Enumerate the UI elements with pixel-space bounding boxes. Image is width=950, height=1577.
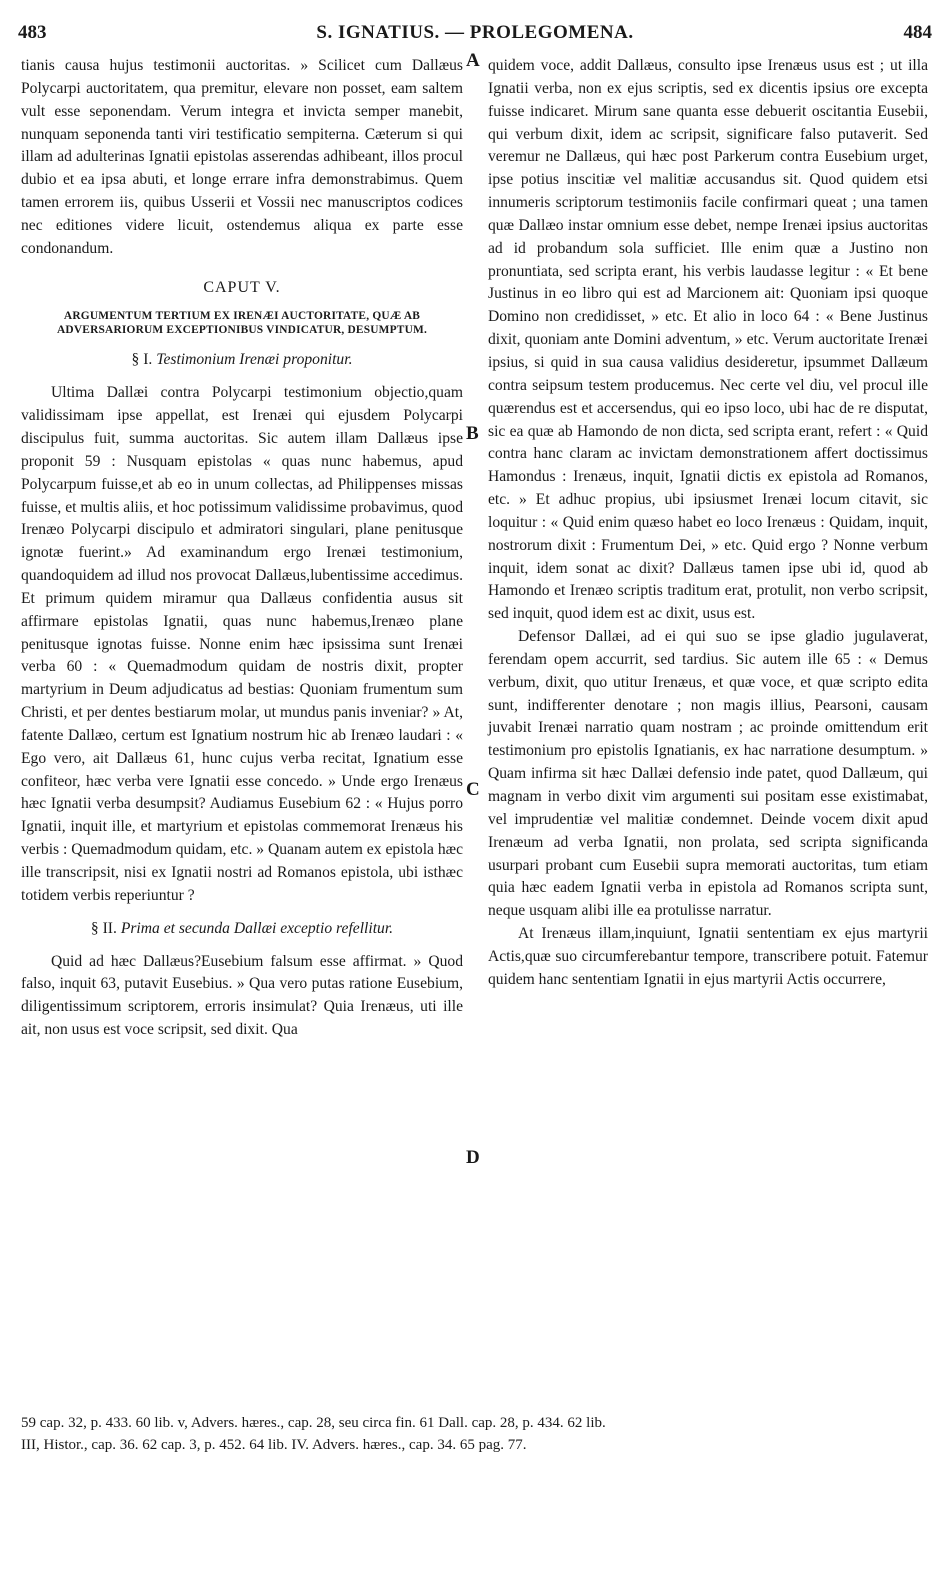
footnote-line: 59 cap. 32, p. 433. 60 lib. v, Advers. hæres., cap. 28, seu circa fin. 61 Dall. cap. 28, p. 434. 62 lib. bbox=[21, 1415, 606, 1431]
running-header bbox=[18, 22, 932, 48]
margin-marker-d: D bbox=[466, 1147, 480, 1168]
margin-marker-a: A bbox=[466, 50, 480, 71]
section-heading-2 bbox=[21, 918, 463, 941]
chapter-argument: ARGUMENTUM TERTIUM EX IRENÆI AUCTORITATE, QUÆ AB ADVERSARIORUM EXCEPTIONIBUS VINDICATUR, DESUMPTUM. bbox=[57, 310, 427, 337]
section-heading-1 bbox=[21, 349, 463, 372]
section-title: Prima et secunda Dallæi exceptio refellitur. bbox=[120, 919, 394, 937]
paragraph: At Irenæus illam,inquiunt, Ignatii sententiam ex ejus martyrii Actis,quæ suo circumferebantur tempore, transcribere potuit. Fatemur quidem hanc sententiam Ignatii in ejus martyrii Actis occurrere, bbox=[488, 925, 928, 988]
paragraph: Defensor Dallæi, ad ei qui suo se ipse gladio jugulaverat, ferendam opem accurrit, sed tardius. Sic autem ille 65 : « Demus verbum, dixit, quo utitur Irenæus, et quæ voce, et quæ scripto edita sunt, indifferenter denotare ; non magis illius, Pearsoni, causam juvabit Irenæi narratio quam nostram ; ac proinde omittendum erit testimonium pro epistolis Ignatianis, ex hac narratione desumptum. » Quam infirma sit hæc Dallæi defensio inde patet, quod Dallæum, qui magnam in verbo dixit vim argumenti sui positam esse existimabat, vel imprudentiæ vel malitiæ condemnet. Deinde vocem dixit apud Irenæum ad verba Ignatii, non prolata, sed scripta significanda usurpari probant cum Eusebii supra memorati auctoritas, tum etiam quia hæc eadem Ignatii verba in epistola ad Romanos scripta sunt, neque usquam alibi ille ea protulisse narratur. bbox=[488, 628, 928, 920]
paragraph: tianis causa hujus testimonii auctoritas. » Scilicet cum Dallæus Polycarpi auctoritatem, qua premitur, elevare non posset, eam saltem vult esse seponendam. Verum integra et invicta semper manebit, nunquam seponenda tanti viri testificatio sempiterna. Cæterum si qui illam ad adulterinas Ignatii epistolas asserendas adhibeant, illos procul dubio et ea ipsa abuti, et longe errare infra demonstrabimus. Quem tamen errorem iis, quibus Usserii et Vossii nec manuscriptos codices nec editiones videre licuit, ostendemus aliqua ex parte esse condonandum. bbox=[21, 57, 463, 257]
page-number-left: 483 bbox=[18, 22, 47, 43]
left-column bbox=[21, 55, 463, 1042]
section-title: Testimonium Irenæi proponitur. bbox=[156, 351, 353, 369]
page-number-right: 484 bbox=[903, 22, 932, 43]
running-title: S. IGNATIUS. — PROLEGOMENA. bbox=[316, 22, 634, 43]
margin-marker-c: C bbox=[466, 779, 480, 800]
paragraph: Quid ad hæc Dallæus?Eusebium falsum esse affirmat. » Quod falso, inquit 63, putavit Eusebius. » Qua vero putas ratione Eusebium, diligentissimum scriptorem, erroris insimulat? Quia Irenæus, uti ille ait, non usus est voce scripsit, sed dixit. Qua bbox=[21, 952, 463, 1039]
footnotes bbox=[21, 1412, 932, 1456]
right-column bbox=[488, 55, 928, 992]
section-number: § I. bbox=[131, 351, 153, 369]
paragraph: Ultima Dallæi contra Polycarpi testimonium objectio,quam validissimam ipse appellat, est Irenæi qui ejusdem Polycarpi discipulus fuit, summa auctoritas. Sic autem illam Dallæus ipse proponit 59 : Nusquam epistolas « quas nunc habemus, apud Polycarpum fuisse,et ab eo in unum collectas, ad Philippenses missas fuisse, et multis aliis, et hoc potissimum validissime probavimus, quod Irenæo Polycarpi discipulo et admiratori singulari, plane penitusque ignotæ fuerint.» Ad examinandum ergo Irenæi testimonium, quandoquidem ad illud nos provocat Dallæus,lubentissime accedimus. Et primum quidem miramur qua Dallæus confidentia ausus sit affirmare epistolas Ignatii, quas nunc habemus,Irenæo plane penitusque ignotas fuisse. Nonne enim hæc ipsissima sunt Irenæi verba 60 : « Quemadmodum quidam de nostris dixit, propter martyrium in Deum adjudicatus ad bestias: Quoniam frumentum sum Christi, et per dentes bestiarum molar, ut mundus panis inveniar? » At, fatente Dallæo, certum est Ignatium nostrum hic ab Irenæo laudari : « Ego vero, ait Dallæus 61, hunc cujus verba recitat, Ignatium esse confiteor, hæc verba vere Ignatii esse concedo. » Unde ergo Irenæus hæc Ignatii verba desumpsit? Audiamus Eusebium 62 : « Hujus porro Ignatii, inquit ille, et martyrium et epistolas commemorat Irenæus his verbis : Quemadmodum quidam, etc. » Quanam autem ex epistola hæc ille transcripsit, nisi ex Ignatii nostri ad Romanos epistola, ubi isthæc totidem verbis reperiuntur ? bbox=[21, 384, 463, 904]
section-number: § II. bbox=[90, 919, 117, 937]
margin-marker-b: B bbox=[466, 423, 479, 444]
paragraph: quidem voce, addit Dallæus, consulto ipse Irenæus usus est ; ut illa Ignatii verba, non ex ejus scriptis, sed ex dicentis ipsius ore excepta fuisse indicaret. Mirum sane quanta esse debuerit oscitantia Eusebii, qui verbum dixit, idem ac scripsit, significare falso putaverit. Sed veremur ne Dallæus, qui hæc post Parkerum contra Eusebium urget, ipse potius inscitiæ vel malitiæ accusandus sit. Quod quidem etsi innumeris scriptorum testimoniis facile confirmari queat ; una tamen quæ Dallæo instar omnium esse debet, nempe Irenæi ipsius auctoritas ad id probandum sola sufficiet. Ille enim quæ a Justino non pronuntiata, sed scripta erant, his verbis laudasse legitur : « Et bene Justinus in eo libro qui est ad Marcionem ait: Quoniam ipsi quoque Domino non credidisset, » etc. Et alio in loco 64 : « Bene Justinus dixit, quoniam ante Domini adventum, » etc. Verum auctoritate Irenæi ipsius, si quid in sua causa validius desideretur, ipsummet Dallæum contra seipsum testem producemus. Nec certe vel diu, vel procul ille quærendus est et accersendus, qui eo ipso loco, ubi hac de re disputat, sic ea quæ ab Hamondo de non dicta, sed scripta erant, refert : « Quid contra hanc claram ac invictam demonstrationem affert doctissimus Hamondus : Irenæus, inquit, Ignatii dictis ex epistola ad Romanos, etc. » Et adhuc propius, ubi ipsiusmet Irenæi locum citavit, sic loquitur : « Quid enim quæso habet eo loco Irenæus : Quidam, inquit, nostrorum dixit : Frumentum Dei, » etc. Quid ergo ? Nonne verbum inquit, idem sonat ac dixit? Dallæus tamen ipse ubi id, quod ab Hamondo et Irenæo scriptis traditum erat, protulit, non verbo scripsit, sed inquit, quod idem est ac dixit, usus est. bbox=[488, 57, 928, 623]
footnote-line: III, Histor., cap. 36. 62 cap. 3, p. 452. 64 lib. IV. Advers. hæres., cap. 34. 65 pag. 77. bbox=[21, 1437, 527, 1453]
chapter-heading: CAPUT V. bbox=[203, 278, 281, 296]
